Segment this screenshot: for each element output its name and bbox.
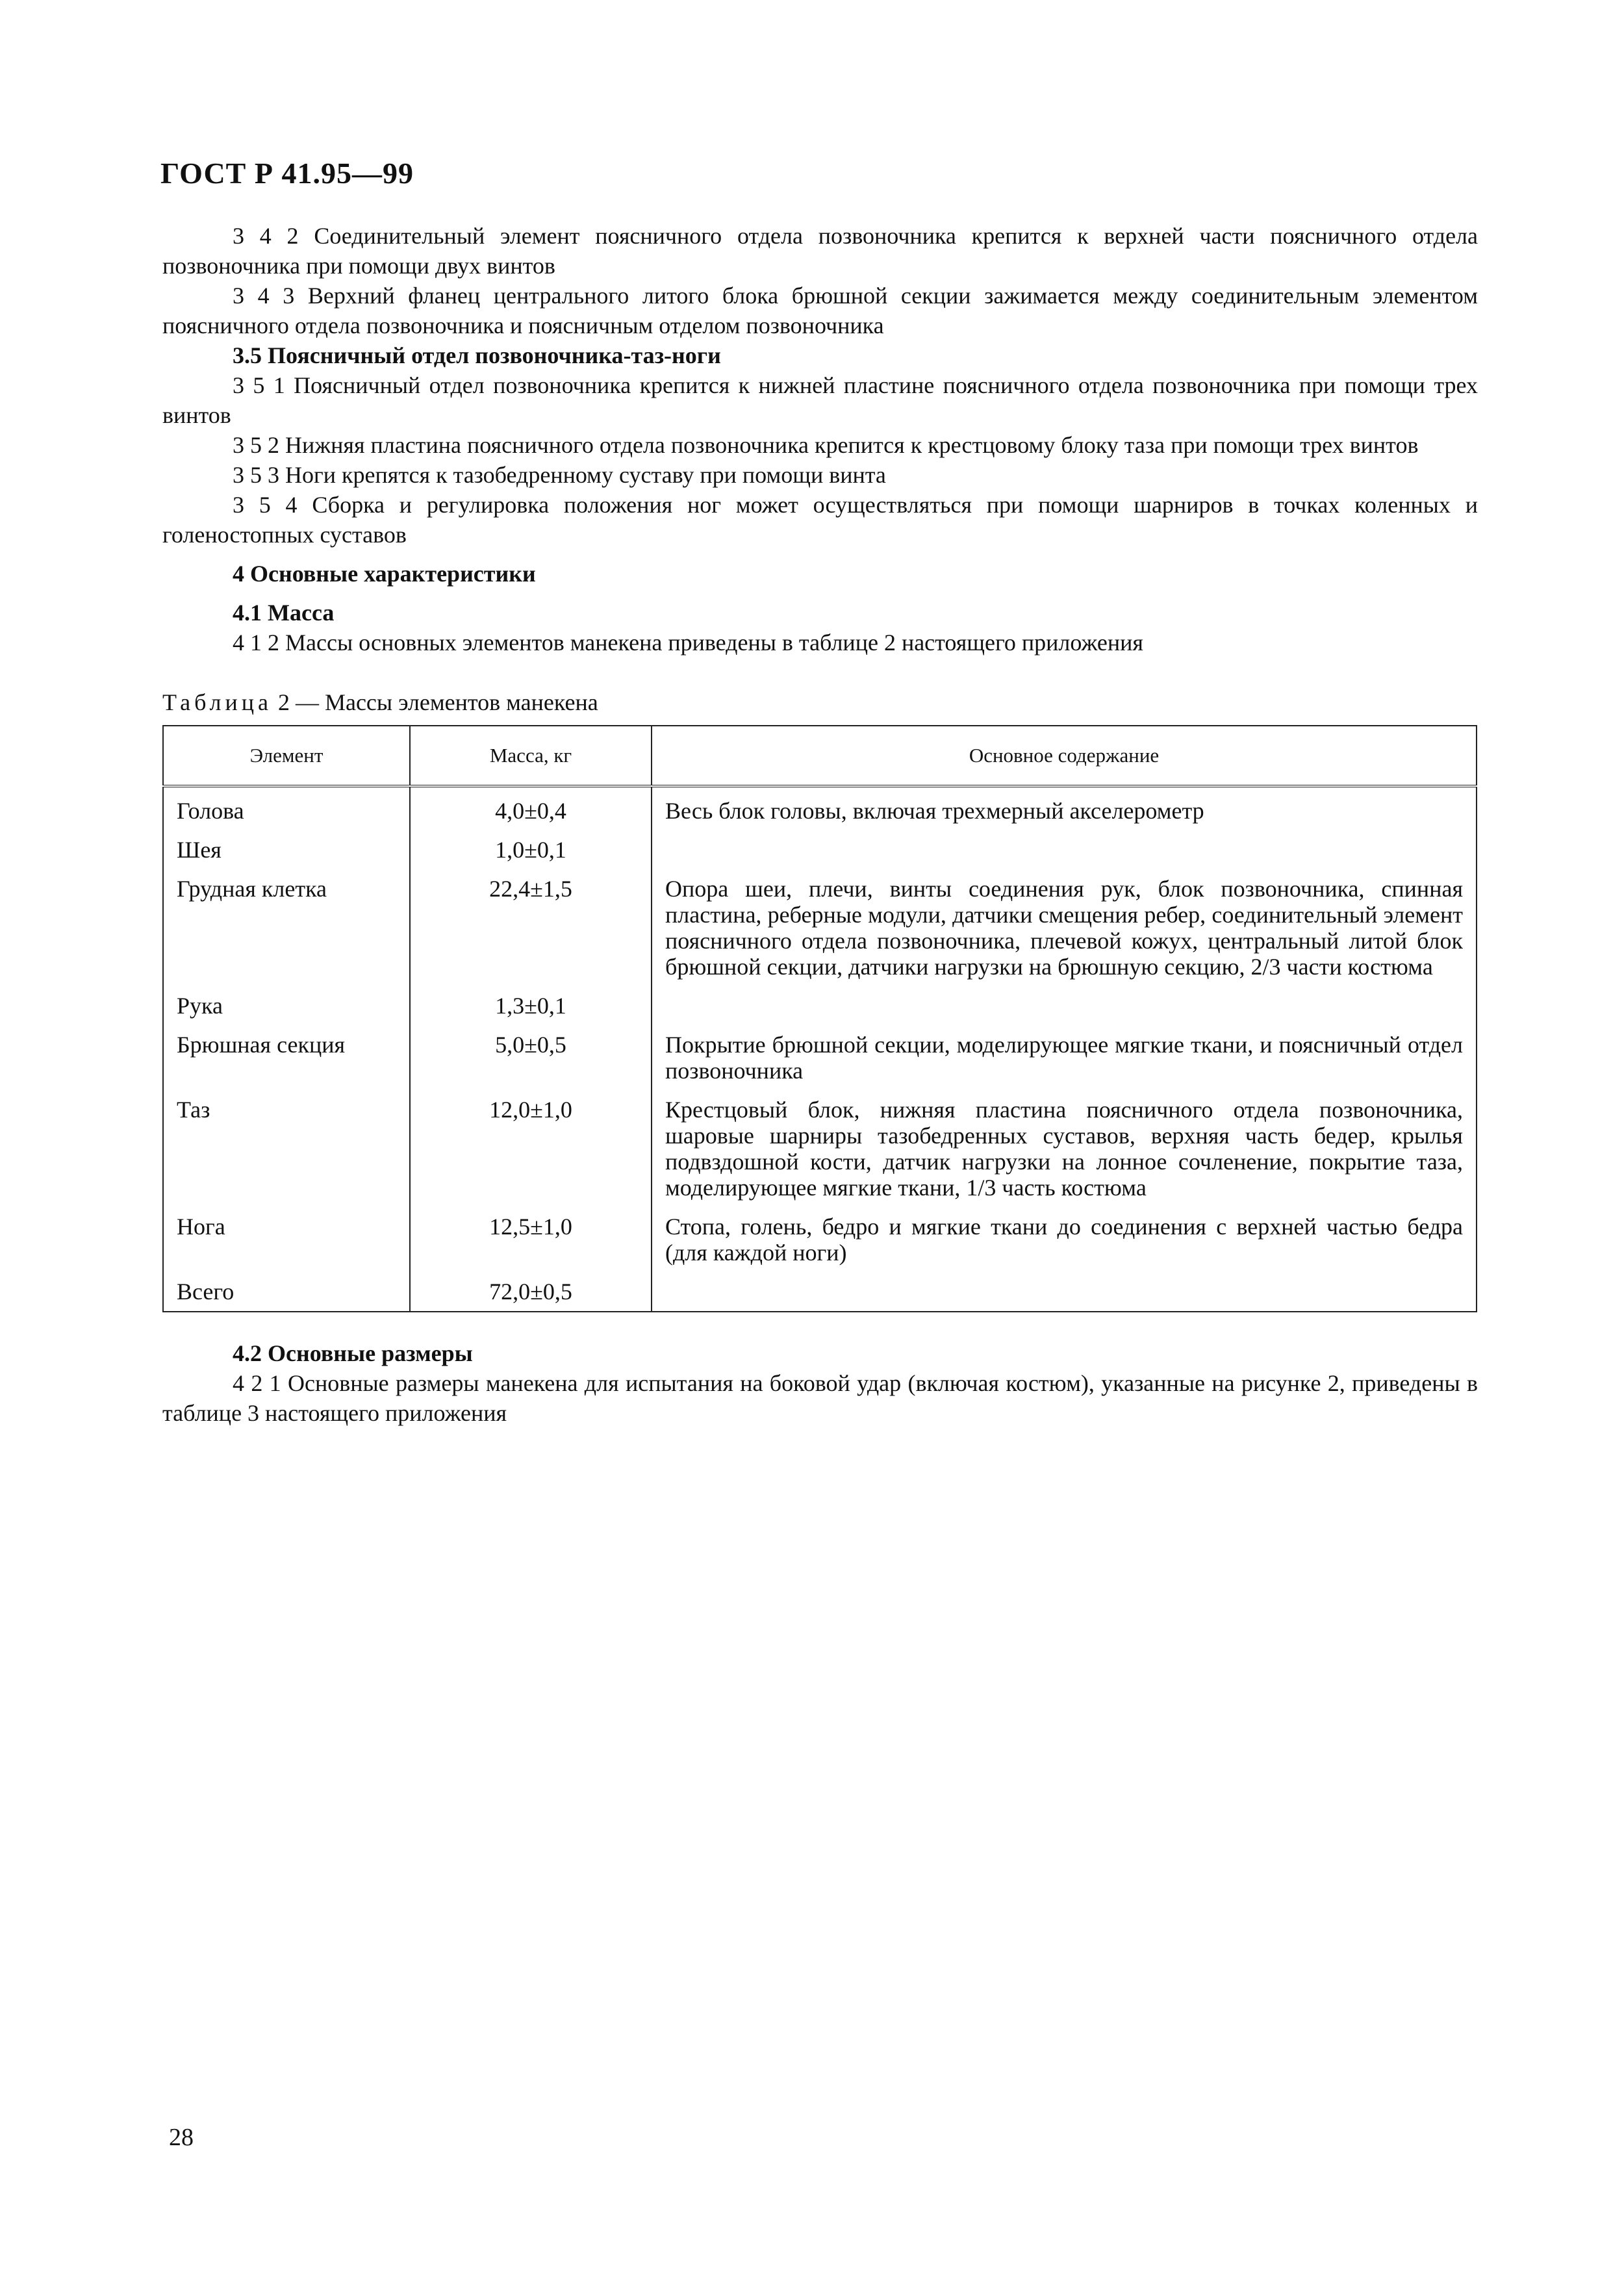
paragraph-3-5-4: 3 5 4 Сборка и регулировка положения ног может осуществляться при помощи шарниров в точках коленных и голеностопных суставов — [162, 492, 1478, 548]
table-row — [163, 1025, 1477, 1090]
table-row — [163, 786, 1477, 830]
table-row — [163, 1207, 1477, 1272]
mass-cell: 72,0±0,5 — [410, 1272, 652, 1312]
mass-cell: 12,0±1,0 — [410, 1090, 652, 1207]
element-cell: Таз — [163, 1090, 410, 1207]
mass-table — [162, 725, 1477, 1312]
content-cell — [652, 1272, 1477, 1312]
paragraph-4-2-1: 4 2 1 Основные размеры манекена для испытания на боковой удар (включая костюм), указанные на рисунке 2, приведены в таблице 3 настоящего приложения — [162, 1370, 1478, 1426]
table-row — [163, 1272, 1477, 1312]
column-header-content: Основное содержание — [652, 726, 1477, 786]
column-header-element: Элемент — [163, 726, 410, 786]
paragraph-4-1-2: 4 1 2 Массы основных элементов манекена приведены в таблице 2 настоящего приложения — [233, 630, 1143, 656]
table-row — [163, 830, 1477, 869]
element-cell: Голова — [163, 786, 410, 830]
table-caption-text: 2 — Массы элементов манекена — [272, 689, 598, 715]
mass-cell: 5,0±0,5 — [410, 1025, 652, 1090]
paragraph-3-5-2: 3 5 2 Нижняя пластина поясничного отдела позвоночника крепится к крестцовому блоку таза при помощи трех винтов — [233, 432, 1419, 458]
content-cell: Опора шеи, плечи, винты соединения рук, блок позвоночника, спинная пластина, реберные модули, датчики смещения ребер, соединительный элемент поясничного отдела позвоночника, плечевой кожух, центральный литой блок брюшной секции, датчики нагрузки на брюшную секцию, 2/3 части костюма — [652, 869, 1477, 986]
document-header: ГОСТ Р 41.95—99 — [160, 157, 414, 190]
subsection-heading-4-1: 4.1 Масса — [233, 600, 335, 626]
mass-cell: 1,3±0,1 — [410, 986, 652, 1025]
paragraph-3-5-3: 3 5 3 Ноги крепятся к тазобедренному суставу при помощи винта — [233, 462, 886, 488]
element-cell: Брюшная секция — [163, 1025, 410, 1090]
table-row — [163, 1090, 1477, 1207]
element-cell: Нога — [163, 1207, 410, 1272]
document-body — [162, 221, 1478, 1428]
mass-cell: 4,0±0,4 — [410, 786, 652, 830]
subsection-heading-4-2: 4.2 Основные размеры — [233, 1340, 473, 1366]
content-cell — [652, 986, 1477, 1025]
element-cell: Грудная клетка — [163, 869, 410, 986]
element-cell: Шея — [163, 830, 410, 869]
mass-cell: 22,4±1,5 — [410, 869, 652, 986]
paragraph-3-4-2: 3 4 2 Соединительный элемент поясничного отдела позвоночника крепится к верхней части поясничного отдела позвоночника при помощи двух винтов — [162, 223, 1478, 279]
content-cell: Крестцовый блок, нижняя пластина поясничного отдела позвоночника, шаровые шарниры тазобедренных суставов, верхняя часть бедер, крылья подвздошной кости, датчик нагрузки на лонное сочленение, покрытие таза, моделирующее мягкие ткани, 1/3 часть костюма — [652, 1090, 1477, 1207]
content-cell: Покрытие брюшной секции, моделирующее мягкие ткани, и поясничный отдел позвоночника — [652, 1025, 1477, 1090]
mass-cell: 1,0±0,1 — [410, 830, 652, 869]
table-row — [163, 869, 1477, 986]
content-cell: Стопа, голень, бедро и мягкие ткани до соединения с верхней частью бедра (для каждой ноги) — [652, 1207, 1477, 1272]
subsection-heading-3-5: 3.5 Поясничный отдел позвоночника-таз-ноги — [233, 342, 721, 368]
table-header-row — [163, 726, 1477, 786]
column-header-mass: Масса, кг — [410, 726, 652, 786]
paragraph-3-4-3: 3 4 3 Верхний фланец центрального литого блока брюшной секции зажимается между соединительным элементом поясничного отдела позвоночника и поясничным отделом позвоночника — [162, 283, 1478, 338]
page-number: 28 — [169, 2124, 194, 2151]
mass-cell: 12,5±1,0 — [410, 1207, 652, 1272]
content-cell — [652, 830, 1477, 869]
table-caption-word: Таблица — [162, 689, 272, 715]
element-cell: Рука — [163, 986, 410, 1025]
element-cell: Всего — [163, 1272, 410, 1312]
table-row — [163, 986, 1477, 1025]
table-caption — [162, 687, 1478, 717]
content-cell: Весь блок головы, включая трехмерный акселерометр — [652, 786, 1477, 830]
paragraph-3-5-1: 3 5 1 Поясничный отдел позвоночника крепится к нижней пластине поясничного отдела позвоночника при помощи трех винтов — [162, 372, 1478, 428]
section-heading-4: 4 Основные характеристики — [233, 561, 536, 587]
